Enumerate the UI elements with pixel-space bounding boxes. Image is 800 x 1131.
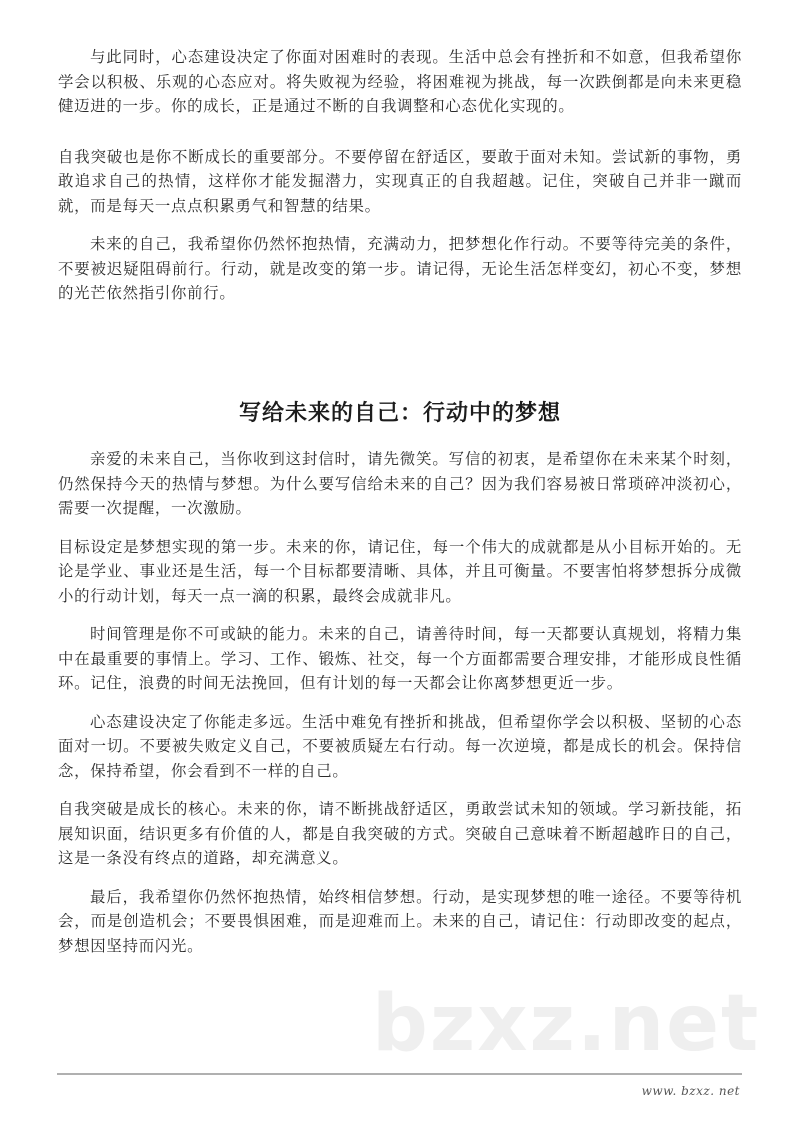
paragraph-conclusion: 最后，我希望你仍然怀抱热情，始终相信梦想。行动，是实现梦想的唯一途径。不要等待机会，而是创造机会；不要畏惧困难，而是迎难而上。未来的自己，请记住：行动即改变的起点，梦想因坚持而闪光。: [58, 887, 742, 955]
paragraph-mindset-building: 心态建设决定了你能走多远。生活中难免有挫折和挑战，但希望你学会以积极、坚韧的心态面对一切。不要被失败定义自己，不要被质疑左右行动。每一次逆境，都是成长的机会。保持信念，保持希望，你会看到不一样的自己。: [58, 712, 742, 780]
paragraph-greeting: 亲爱的未来自己，当你收到这封信时，请先微笑。写信的初衷，是希望你在未来某个时刻，仍然保持今天的热情与梦想。为什么要写信给未来的自己？因为我们容易被日常琐碎冲淡初心，需要一次提醒，一次激励。: [58, 450, 742, 517]
article-title: 写给未来的自己：行动中的梦想: [238, 401, 561, 426]
paragraph-goal-setting: 目标设定是梦想实现的第一步。未来的你，请记住，每一个伟大的成就都是从小目标开始的。无论是学业、事业还是生活，每一个目标都要清晰、具体，并且可衡量。不要害怕将梦想拆分成微小的行动计划，每天一点一滴的积累，最终会成就非凡。: [58, 537, 742, 605]
paragraph-mindset: 与此同时，心态建设决定了你面对困难时的表现。生活中总会有挫折和不如意，但我希望你学会以积极、乐观的心态应对。将失败视为经验，将困难视为挑战，每一次跌倒都是向未来更稳健迈进的一步。你的成长，正是通过不断的自我调整和心态优化实现的。: [58, 48, 742, 115]
paragraph-self-breakthrough-core: 自我突破是成长的核心。未来的你，请不断挑战舒适区，勇敢尝试未知的领域。学习新技能，拓展知识面，结识更多有价值的人，都是自我突破的方式。突破自己意味着不断超越昨日的自己，这是一条没有终点的道路，却充满意义。: [58, 800, 742, 867]
watermark-logo: bzxz.net: [372, 979, 761, 1069]
footer-divider: [57, 1073, 742, 1075]
paragraph-time-management: 时间管理是你不可或缺的能力。未来的自己，请善待时间，每一天都要认真规划，将精力集中在最重要的事情上。学习、工作、锻炼、社交，每一个方面都需要合理安排，才能形成良性循环。记住，浪费的时间无法挽回，但有计划的每一天都会让你离梦想更近一步。: [58, 625, 742, 692]
paragraph-closing: 未来的自己，我希望你仍然怀抱热情，充满动力，把梦想化作行动。不要等待完美的条件，不要被迟疑阻碍前行。行动，就是改变的第一步。请记得，无论生活怎样变幻，初心不变，梦想的光芒依然指引你前行。: [58, 235, 742, 302]
previous-section-body: [58, 45, 742, 320]
footer-website-link[interactable]: www. bzxz. net: [641, 1084, 740, 1098]
paragraph-self-breakthrough: 自我突破也是你不断成长的重要部分。不要停留在舒适区，要敢于面对未知。尝试新的事物，勇敢追求自己的热情，这样你才能发掘潜力，实现真正的自我超越。记住，突破自己并非一蹴而就，而是每天一点点积累勇气和智慧的结果。: [58, 147, 742, 215]
article-body: [58, 447, 742, 972]
